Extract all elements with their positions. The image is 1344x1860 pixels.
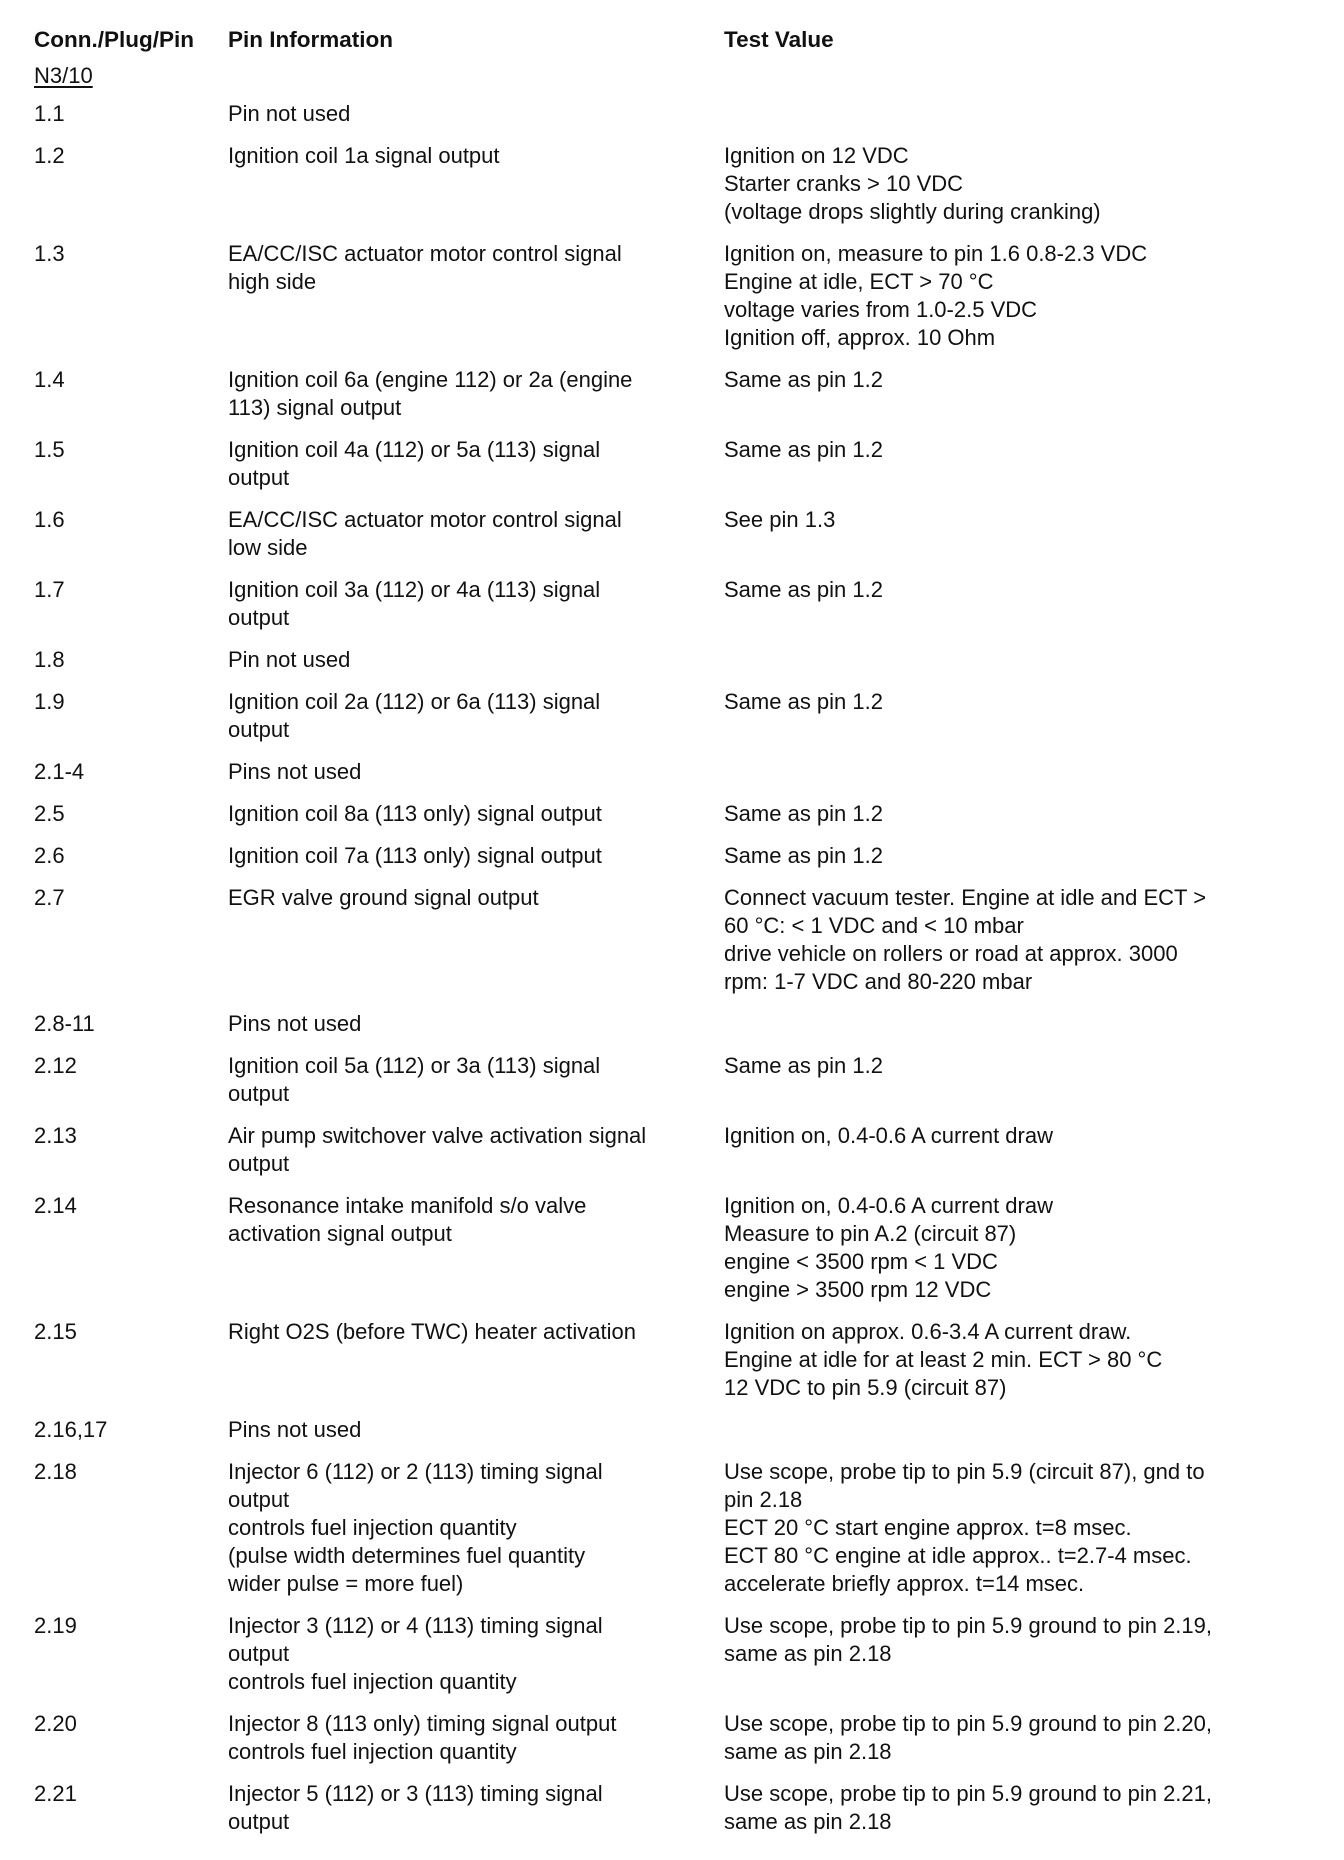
pin-cell: 2.7 (34, 885, 65, 910)
test-value-cell (724, 1710, 1324, 1780)
pin-cell: 2.21 (34, 1781, 77, 1806)
pin-info-line: Right O2S (before TWC) heater activation (228, 1319, 636, 1344)
table-row (34, 366, 1324, 436)
test-value-line: Use scope, probe tip to pin 5.9 ground to pin 2.21, (724, 1781, 1212, 1806)
pin-info-line: Ignition coil 7a (113 only) signal output (228, 843, 602, 868)
pin-info-cell (228, 100, 724, 142)
table-row (34, 884, 1324, 1010)
pin-info-cell (228, 240, 724, 366)
test-value-cell (724, 1010, 1324, 1052)
test-value-line: Use scope, probe tip to pin 5.9 (circuit 87), gnd to (724, 1459, 1205, 1484)
test-value-line: pin 2.18 (724, 1487, 803, 1512)
table-header (34, 26, 1324, 60)
pin-cell: 2.1-4 (34, 759, 85, 784)
test-value-line: Ignition on, 0.4-0.6 A current draw (724, 1123, 1053, 1148)
test-value-line: accelerate briefly approx. t=14 msec. (724, 1571, 1085, 1596)
pin-info-cell (228, 1416, 724, 1458)
test-value-cell (724, 240, 1324, 366)
table-row (34, 1318, 1324, 1416)
pin-info-line: Injector 3 (112) or 4 (113) timing signal (228, 1613, 603, 1638)
pin-info-line: Injector 6 (112) or 2 (113) timing signal (228, 1459, 603, 1484)
test-value-line: Same as pin 1.2 (724, 367, 883, 392)
test-value-line: Same as pin 1.2 (724, 437, 883, 462)
pin-info-line: Ignition coil 6a (engine 112) or 2a (engine (228, 367, 633, 392)
test-value-cell (724, 758, 1324, 800)
section-row (34, 60, 1324, 100)
pin-info-line: Air pump switchover valve activation signal (228, 1123, 647, 1148)
test-value-line: engine < 3500 rpm < 1 VDC (724, 1249, 998, 1274)
pin-info-cell (228, 1122, 724, 1192)
test-value-cell (724, 842, 1324, 884)
pin-info-cell (228, 758, 724, 800)
table-row (34, 576, 1324, 646)
pin-info-line: Injector 8 (113 only) timing signal output (228, 1711, 617, 1736)
test-value-line: Engine at idle for at least 2 min. ECT > 80 °C (724, 1347, 1163, 1372)
pin-info-cell (228, 1612, 724, 1710)
table-row (34, 1052, 1324, 1122)
test-value-line: Same as pin 1.2 (724, 801, 883, 826)
pin-info-line: output (228, 1081, 290, 1106)
pin-info-line: low side (228, 535, 308, 560)
test-value-line: ECT 80 °C engine at idle approx.. t=2.7-4 msec. (724, 1543, 1192, 1568)
pin-cell: 1.1 (34, 101, 65, 126)
pin-info-line: (pulse width determines fuel quantity (228, 1543, 586, 1568)
pin-info-line: Pin not used (228, 101, 351, 126)
table-row (34, 842, 1324, 884)
table-row (34, 506, 1324, 576)
pin-info-line: controls fuel injection quantity (228, 1739, 517, 1764)
test-value-line: 12 VDC to pin 5.9 (circuit 87) (724, 1375, 1007, 1400)
test-value-line: Engine at idle, ECT > 70 °C (724, 269, 994, 294)
test-value-line: ECT 20 °C start engine approx. t=8 msec. (724, 1515, 1132, 1540)
test-value-cell (724, 1780, 1324, 1850)
pin-info-line: output (228, 1151, 290, 1176)
pin-info-cell (228, 1780, 724, 1850)
table-row (34, 100, 1324, 142)
pin-info-line: output (228, 465, 290, 490)
test-value-line: Same as pin 1.2 (724, 1053, 883, 1078)
pin-info-cell (228, 884, 724, 1010)
pin-info-line: 113) signal output (228, 395, 402, 420)
test-value-cell (724, 1612, 1324, 1710)
pin-cell: 1.7 (34, 577, 65, 602)
test-value-line: Starter cranks > 10 VDC (724, 171, 964, 196)
test-value-cell (724, 1192, 1324, 1318)
pin-cell: 2.6 (34, 843, 65, 868)
pin-info-cell (228, 800, 724, 842)
test-value-line: engine > 3500 rpm 12 VDC (724, 1277, 992, 1302)
header-test-value: Test Value (724, 27, 834, 52)
pin-info-line: output (228, 605, 290, 630)
table-row (34, 758, 1324, 800)
pin-info-line: output (228, 1641, 290, 1666)
section-label: N3/10 (34, 63, 93, 88)
pin-cell: 2.13 (34, 1123, 77, 1148)
pin-info-line: Pin not used (228, 647, 351, 672)
test-value-cell (724, 100, 1324, 142)
table-body (34, 60, 1324, 1850)
pin-cell: 1.9 (34, 689, 65, 714)
test-value-cell (724, 366, 1324, 436)
table-row (34, 1010, 1324, 1052)
test-value-cell (724, 646, 1324, 688)
test-value-cell (724, 800, 1324, 842)
table-row (34, 800, 1324, 842)
test-value-line: Measure to pin A.2 (circuit 87) (724, 1221, 1017, 1246)
test-value-line: drive vehicle on rollers or road at approx. 3000 (724, 941, 1178, 966)
pin-info-cell (228, 1458, 724, 1612)
test-value-line: same as pin 2.18 (724, 1641, 892, 1666)
test-value-line: Same as pin 1.2 (724, 843, 883, 868)
test-value-line: Connect vacuum tester. Engine at idle and ECT > (724, 885, 1207, 910)
pin-info-cell (228, 1710, 724, 1780)
test-value-line: Ignition on 12 VDC (724, 143, 909, 168)
pin-info-cell (228, 688, 724, 758)
test-value-cell (724, 1318, 1324, 1416)
pin-info-line: activation signal output (228, 1221, 452, 1246)
pin-info-cell (228, 1318, 724, 1416)
test-value-line: voltage varies from 1.0-2.5 VDC (724, 297, 1038, 322)
pin-info-line: Pins not used (228, 759, 362, 784)
header-pin-information: Pin Information (228, 27, 393, 52)
pin-info-cell (228, 436, 724, 506)
table-row (34, 1612, 1324, 1710)
test-value-cell (724, 1458, 1324, 1612)
table-row (34, 688, 1324, 758)
test-value-line: Ignition on, 0.4-0.6 A current draw (724, 1193, 1053, 1218)
test-value-line: 60 °C: < 1 VDC and < 10 mbar (724, 913, 1024, 938)
test-value-cell (724, 884, 1324, 1010)
test-value-cell (724, 1052, 1324, 1122)
pin-info-line: Ignition coil 5a (112) or 3a (113) signal (228, 1053, 601, 1078)
test-value-cell (724, 1416, 1324, 1458)
pin-cell: 2.20 (34, 1711, 77, 1736)
pin-info-cell (228, 1052, 724, 1122)
pin-cell: 2.16,17 (34, 1417, 108, 1442)
pin-info-cell (228, 506, 724, 576)
pin-info-line: EA/CC/ISC actuator motor control signal (228, 241, 622, 266)
pin-cell: 1.4 (34, 367, 65, 392)
pin-cell: 1.8 (34, 647, 65, 672)
pin-cell: 2.18 (34, 1459, 77, 1484)
pin-cell: 1.5 (34, 437, 65, 462)
pin-cell: 2.5 (34, 801, 65, 826)
pin-info-cell (228, 646, 724, 688)
pin-info-line: EA/CC/ISC actuator motor control signal (228, 507, 622, 532)
pin-info-line: Injector 5 (112) or 3 (113) timing signal (228, 1781, 603, 1806)
pin-info-line: Ignition coil 1a signal output (228, 143, 500, 168)
pin-info-line: controls fuel injection quantity (228, 1669, 517, 1694)
test-value-line: Same as pin 1.2 (724, 689, 883, 714)
pin-info-line: EGR valve ground signal output (228, 885, 539, 910)
pin-cell: 2.8-11 (34, 1011, 95, 1036)
test-value-line: See pin 1.3 (724, 507, 836, 532)
pin-info-cell (228, 1192, 724, 1318)
pin-info-cell (228, 142, 724, 240)
pin-info-cell (228, 842, 724, 884)
table-row (34, 1458, 1324, 1612)
test-value-cell (724, 436, 1324, 506)
test-value-cell (724, 576, 1324, 646)
pin-info-line: wider pulse = more fuel) (228, 1571, 464, 1596)
pin-cell: 1.3 (34, 241, 65, 266)
pin-info-cell (228, 1010, 724, 1052)
pin-info-line: output (228, 1487, 290, 1512)
pin-cell: 2.14 (34, 1193, 77, 1218)
pin-info-cell (228, 576, 724, 646)
pin-cell: 1.2 (34, 143, 65, 168)
test-value-cell (724, 506, 1324, 576)
test-value-cell (724, 688, 1324, 758)
table-row (34, 646, 1324, 688)
pin-info-line: output (228, 1809, 290, 1834)
pin-info-line: Ignition coil 3a (112) or 4a (113) signal (228, 577, 601, 602)
table-row (34, 1192, 1324, 1318)
pin-info-line: Pins not used (228, 1417, 362, 1442)
pin-info-line: Pins not used (228, 1011, 362, 1036)
test-value-line: Ignition on, measure to pin 1.6 0.8-2.3 VDC (724, 241, 1148, 266)
test-value-line: Ignition on approx. 0.6-3.4 A current draw. (724, 1319, 1132, 1344)
pin-cell: 2.19 (34, 1613, 77, 1638)
table-row (34, 1122, 1324, 1192)
table-row (34, 1710, 1324, 1780)
table-row (34, 1416, 1324, 1458)
test-value-cell (724, 1122, 1324, 1192)
test-value-line: same as pin 2.18 (724, 1809, 892, 1834)
pin-table (34, 26, 1324, 1850)
test-value-cell (724, 142, 1324, 240)
test-value-line: same as pin 2.18 (724, 1739, 892, 1764)
pin-info-line: Resonance intake manifold s/o valve (228, 1193, 587, 1218)
header-conn-plug-pin: Conn./Plug/Pin (34, 27, 194, 52)
table-row (34, 1780, 1324, 1850)
table-row (34, 142, 1324, 240)
test-value-line: Ignition off, approx. 10 Ohm (724, 325, 996, 350)
pin-cell: 1.6 (34, 507, 65, 532)
table-row (34, 436, 1324, 506)
table-row (34, 240, 1324, 366)
pin-info-line: Ignition coil 8a (113 only) signal output (228, 801, 602, 826)
pin-info-line: Ignition coil 2a (112) or 6a (113) signal (228, 689, 601, 714)
test-value-line: Use scope, probe tip to pin 5.9 ground to pin 2.20, (724, 1711, 1212, 1736)
pin-info-line: output (228, 717, 290, 742)
pin-cell: 2.12 (34, 1053, 77, 1078)
pin-info-cell (228, 366, 724, 436)
pin-info-line: controls fuel injection quantity (228, 1515, 517, 1540)
test-value-line: Same as pin 1.2 (724, 577, 883, 602)
pin-info-line: high side (228, 269, 317, 294)
test-value-line: rpm: 1-7 VDC and 80-220 mbar (724, 969, 1033, 994)
pin-info-line: Ignition coil 4a (112) or 5a (113) signal (228, 437, 601, 462)
test-value-line: Use scope, probe tip to pin 5.9 ground to pin 2.19, (724, 1613, 1212, 1638)
test-value-line: (voltage drops slightly during cranking) (724, 199, 1101, 224)
pin-cell: 2.15 (34, 1319, 77, 1344)
